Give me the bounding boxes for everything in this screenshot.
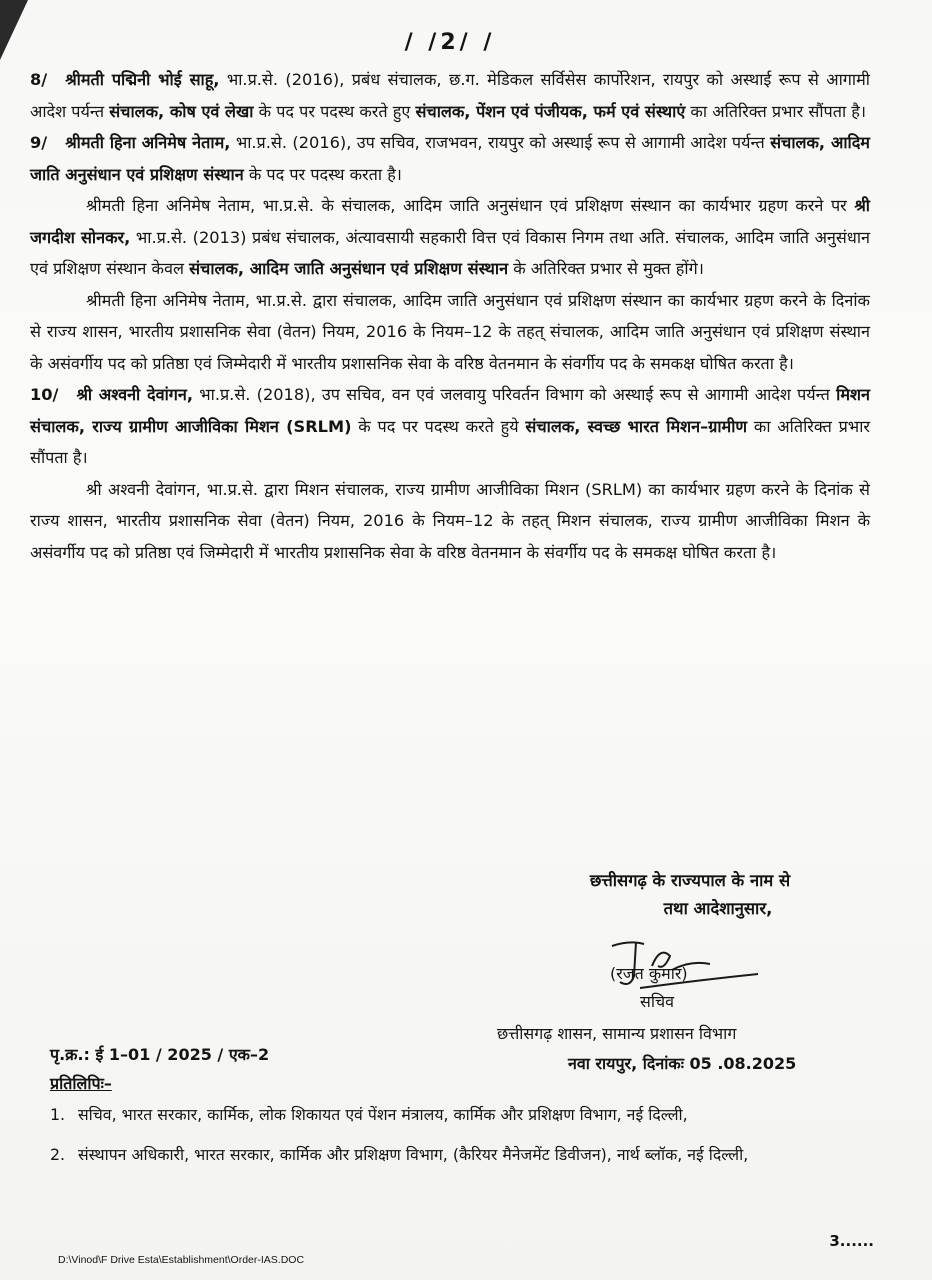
paragraph-number: 10/ [30, 385, 59, 404]
signatory-name: (रजत कुमार) [610, 964, 688, 983]
issuing-office: छत्तीसगढ़ शासन, सामान्य प्रशासन विभाग [497, 1024, 737, 1043]
paragraph-10 [30, 379, 870, 474]
officer-name: श्री अश्वनी देवांगन, [76, 385, 194, 404]
posting-title: संचालक, आदिम जाति अनुसंधान एवं प्रशिक्षण संस्थान [30, 133, 870, 184]
additional-charge: संचालक, स्वच्छ भारत मिशन–ग्रामीण [525, 416, 748, 436]
list-item [50, 1100, 865, 1130]
reference-number: पृ.क्र.: ई 1–01 / 2025 / एक–2 [50, 1045, 270, 1064]
officer-name: श्रीमती पद्मिनी भोई साहू, [65, 70, 220, 89]
list-item-number: 1. [50, 1105, 66, 1124]
continued-marker: 3...... [829, 1232, 874, 1250]
paragraph-text: भा.प्र.से. (2016), प्रबंध संचालक, छ.ग. मेडिकल सर्विसेस कार्पोरेशन, रायपुर को अस्थाई रूप से आगामी आदेश पर्यन्त [30, 70, 870, 121]
officer-name: श्रीमती हिना अनिमेष नेताम, [65, 133, 231, 152]
signatory-designation: सचिव [640, 992, 675, 1011]
paragraph-text: भा.प्र.से. (2016), उप सचिव, राजभवन, रायपुर को अस्थाई रूप से आगामी आदेश पर्यन्त [230, 133, 771, 152]
paragraph-9-relief [30, 190, 870, 285]
paragraph-8 [30, 64, 870, 127]
list-item-text: सचिव, भारत सरकार, कार्मिक, लोक शिकायत एवं पेंशन मंत्रालय, कार्मिक और प्रशिक्षण विभाग, नई दिल्ली, [78, 1105, 688, 1124]
posting-title: संचालक, कोष एवं लेखा [109, 101, 254, 121]
paragraph-text: के अतिरिक्त प्रभार से मुक्त होंगे। [508, 259, 704, 278]
paragraph-text: के पद पर पदस्थ करते हुए [253, 101, 416, 121]
copy-to-heading: प्रतिलिपिः– [50, 1074, 112, 1093]
paragraph-text: के पद पर पदस्थ करता है। [243, 164, 402, 184]
paragraph-text: भा.प्र.से. (2018), उप सचिव, वन एवं जलवायु परिवर्तन विभाग को अस्थाई रूप से आगामी आदेश पर्यन्त [193, 385, 837, 404]
copy-to-list [50, 1100, 865, 1180]
posting-title: मिशन संचालक, राज्य ग्रामीण आजीविका मिशन (SRLM) [30, 385, 870, 436]
order-body [30, 64, 870, 568]
paragraph-text: के पद पर पदस्थ करते हुये [351, 416, 526, 436]
officer-name: श्री जगदीश सोनकर, [30, 196, 870, 247]
paragraph-10-equivalence: श्री अश्वनी देवांगन, भा.प्र.से. द्वारा मिशन संचालक, राज्य ग्रामीण आजीविका मिशन (SRLM) का कार्यभार ग्रहण करने के दिनांक से राज्य शासन, भारतीय प्रशासनिक सेवा (वेतन) नियम, 2016 के नियम–12 के तहत् मिशन संचालक, राज्य ग्रामीण आजीविका मिशन के असंवर्गीय पद को प्रतिष्ठा एवं जिम्मेदारी में भारतीय प्रशासनिक सेवा के वरिष्ठ वेतनमान के संवर्गीय पद के समकक्ष घोषित करता है। [30, 479, 871, 562]
paragraph-text: का अतिरिक्त प्रभार सौंपता है। [685, 101, 867, 121]
paragraph-number: 8/ [30, 70, 48, 89]
issue-date: नवा रायपुर, दिनांकः 05 .08.2025 [568, 1054, 797, 1073]
page-number: / /2/ / [404, 30, 496, 55]
paragraph-9-equivalence: श्रीमती हिना अनिमेष नेताम, भा.प्र.से. द्वारा संचालक, आदिम जाति अनुसंधान एवं प्रशिक्षण संस्थान का कार्यभार ग्रहण करने के दिनांक से राज्य शासन, भारतीय प्रशासनिक सेवा (वेतन) नियम, 2016 के नियम–12 के तहत् संचालक, आदिम जाति अनुसंधान एवं प्रशिक्षण संस्थान के असंवर्गीय पद को प्रतिष्ठा एवं जिम्मेदारी में भारतीय प्रशासनिक सेवा के वरिष्ठ वेतनमान के संवर्गीय पद के समकक्ष घोषित करता है। [30, 290, 870, 373]
signoff-line-1: छत्तीसगढ़ के राज्यपाल के नाम से [589, 871, 791, 890]
signoff-line-2: तथा आदेशानुसार, [663, 899, 773, 918]
paragraph-text: का अतिरिक्त प्रभार सौंपता है। [30, 416, 871, 467]
paragraph-text: भा.प्र.से. (2013) प्रबंध संचालक, अंत्यावसायी सहकारी वित्त एवं विकास निगम तथा अति. संचालक, आदिम जाति अनुसंधान एवं प्रशिक्षण संस्थान केवल [30, 227, 870, 278]
file-path: D:\Vinod\F Drive Esta\Establishment\Order-IAS.DOC [58, 1254, 305, 1266]
paragraph-number: 9/ [30, 133, 48, 152]
additional-charge: संचालक, पेंशन एवं पंजीयक, फर्म एवं संस्थाएं [415, 101, 686, 121]
list-item-text: संस्थापन अधिकारी, भारत सरकार, कार्मिक और प्रशिक्षण विभाग, (कैरियर मैनेजमेंट डिवीजन), नार्थ ब्लॉक, नई दिल्ली, [78, 1145, 749, 1164]
paragraph-9 [30, 127, 870, 190]
list-item [50, 1140, 865, 1170]
list-item-number: 2. [50, 1145, 66, 1164]
posting-title: संचालक, आदिम जाति अनुसंधान एवं प्रशिक्षण संस्थान [189, 259, 509, 278]
paragraph-text: श्रीमती हिना अनिमेष नेताम, भा.प्र.से. के संचालक, आदिम जाति अनुसंधान एवं प्रशिक्षण संस्थान का कार्यभार ग्रहण करने पर [86, 196, 855, 215]
